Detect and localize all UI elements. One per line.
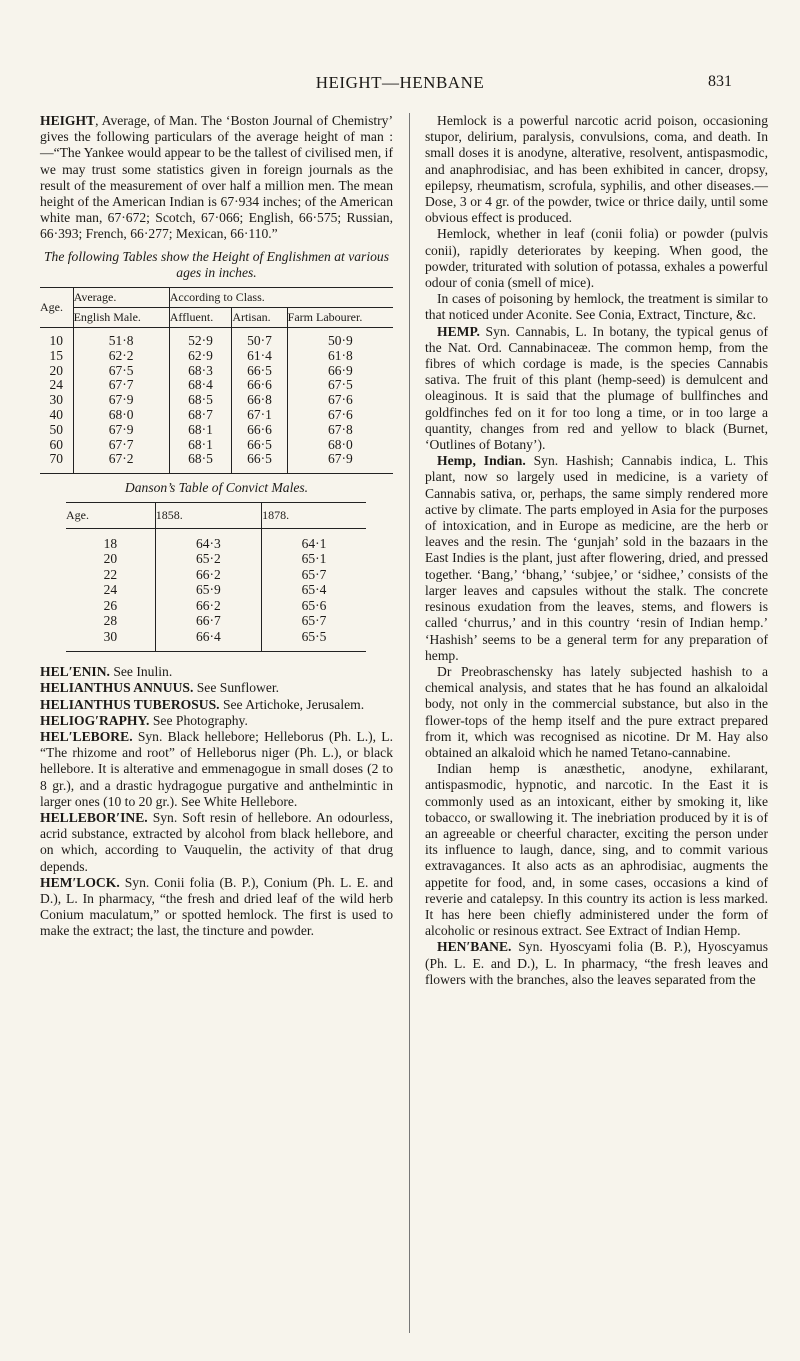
- col-artisan: Artisan.: [232, 308, 287, 328]
- table-cell: 50·7: [232, 328, 287, 349]
- table-cell: 61·8: [287, 349, 393, 364]
- table-cell: 68·5: [169, 393, 232, 408]
- table-cell: 68·1: [169, 423, 232, 438]
- right-column: [425, 113, 768, 988]
- hemlock-paragraph-3: In cases of poisoning by hemlock, the treatment is similar to that noticed under Aconite. See Conia, Extract, Tincture, &c.: [425, 291, 768, 323]
- table-cell: 10: [49, 333, 64, 349]
- headword-height: HEIGHT: [40, 113, 96, 128]
- table-cell: 65·4: [262, 582, 366, 598]
- entry-helianthus-tuberosus: [40, 697, 393, 713]
- entry-helianthus-annuus-text: See Sunflower.: [193, 680, 280, 696]
- table-cell: 65·1: [262, 551, 366, 567]
- table-cell: 15: [49, 347, 64, 363]
- table-cell: 68·5: [169, 452, 232, 473]
- hemp-paragraph-3: Indian hemp is anæsthetic, anodyne, exhilarant, antispasmodic, hypnotic, and narcotic. In the East it is commonly used as an intoxicant, either by smoking it, like tobacco, or swallowing it. The inebriation produced by it is of an agreeable or cheerful character, exciting the person under its influence to laugh, dance, sing, and to commit various extravagances. It also acts as an aphrodisiac, augments the appetite for food, and, in some cases, occasions a kind of reverie and catalepsy. In this country its action is less marked. It has here been chiefly administered under the form of alcoholic or resinous extract. See Extract of Indian Hemp.: [425, 761, 768, 939]
- entry-height-text: , Average, of Man. The ‘Boston Journal of Chemistry’ gives the following particulars of the average height of man :—“The Yankee would appear to be the tallest of civilised men, if we may trust some statistics given in foreign journals as the result of the measurement of over half a million men. The mean height of the American Indian is 67·934 inches; of the American white man, 67·672; Scotch, 67·066; English, 66·575; Russian, 66·393; French, 66·277; Mexican, 66·110.”: [40, 113, 393, 242]
- table-row: [66, 629, 366, 652]
- table-cell: 65·7: [262, 567, 366, 583]
- table-row: [66, 613, 366, 629]
- table-row: [40, 328, 393, 349]
- table-cell: 40: [49, 407, 64, 423]
- entry-henbane: [425, 939, 768, 988]
- table-cell: 30: [66, 629, 155, 652]
- table-cell: 68·1: [169, 438, 232, 453]
- table2-body: [66, 528, 366, 652]
- left-column: [40, 113, 393, 940]
- table-cell: 51·8: [73, 328, 169, 349]
- entry-hemp-text: Syn. Cannabis, L. In botany, the typical genus of the Nat. Ord. Cannabinaceæ. The common hemp, from the fibres of which cordage is made, is the species Cannabis sativa. The fruit of this plant (hemp-seed) is demulcent and oleaginous. It is said that the plumage of bullfinches and goldfinches fed on it for too long a time, or in too large a quantity, changes from red and yellow to black (Burnet, ‘Outlines of Botany’).: [425, 323, 768, 453]
- table-cell: 67·9: [287, 452, 393, 473]
- table-cell: 65·9: [155, 582, 261, 598]
- table-row: [40, 393, 393, 408]
- table-cell: 66·2: [155, 598, 261, 614]
- col-average: Average.: [73, 288, 169, 308]
- entry-helianthus-tuberosus-text: See Artichoke, Jerusalem.: [219, 696, 365, 712]
- table-cell: 68·0: [287, 438, 393, 453]
- col-1878: 1878.: [262, 503, 366, 528]
- hemp-paragraph-2: Dr Preobraschensky has lately subjected hashish to a chemical analysis, and states that he has found an alkaloidal body, not only in the commercial substance, but also in the flower-tops of the hemp itself and the pure extract prepared from it, which was recognised as nicotine. Dr M. Hay also obtained an alkaloid which he named Tetano-cannabine.: [425, 663, 768, 760]
- table-cell: 67·6: [287, 393, 393, 408]
- table-row: [66, 598, 366, 614]
- table-cell: 50·9: [287, 328, 393, 349]
- headword-heliography: HELIOG′RAPHY.: [40, 712, 150, 728]
- table-cell: 50: [49, 421, 64, 437]
- headword-hemp: HEMP.: [437, 323, 480, 339]
- page-number: 831: [708, 73, 732, 90]
- table-cell: 52·9: [169, 328, 232, 349]
- table-cell: 20: [103, 551, 118, 567]
- table-cell: 65·5: [262, 629, 366, 652]
- table-cell: 64·3: [155, 528, 261, 551]
- height-by-class-table: [40, 287, 393, 474]
- table-cell: 24: [49, 377, 64, 393]
- entry-hellebore-text: Syn. Black hellebore; Helleborus (Ph. L.), L. “The rhizome and root” of Helleborus niger (Ph. L.), or black hellebore. It is alterative and emmenagogue in small doses (2 to 8 gr.), and a drastic hydragogue purgative and anthelmintic in larger ones (10 to 20 gr.). See White Hellebore.: [40, 728, 393, 809]
- table-cell: 67·7: [73, 378, 169, 393]
- entry-helleborine-text: Syn. Soft resin of hellebore. An odourless, acrid substance, extracted by alcohol from black hellebore, and on which, according to Vauquelin, the activity of that drug depends.: [40, 809, 393, 874]
- entry-heliography-text: See Photography.: [149, 712, 248, 728]
- table-cell: 30: [49, 392, 64, 408]
- table-cell: 68·7: [169, 408, 232, 423]
- table-cell: 62·2: [73, 349, 169, 364]
- table-cell: 67·6: [287, 408, 393, 423]
- entry-helleborine: [40, 810, 393, 875]
- entry-helianthus-annuus: [40, 680, 393, 696]
- entry-hemlock: [40, 875, 393, 940]
- headword-helianthus-annuus: HELIANTHUS ANNUUS.: [40, 680, 194, 696]
- table-cell: 70: [40, 452, 73, 473]
- col-english-male: English Male.: [73, 308, 169, 328]
- table-cell: 22: [103, 566, 118, 582]
- entry-hemp-indian-text: Syn. Hashish; Cannabis indica, L. This plant, now so largely used in medicine, is a variety of Cannabis sativa, or, perhaps, the same simply rendered more active by climate. The parts employed in Asia for the purposes of intoxication, and in Europe as medicine, are the herb or leaves and the resin. The ‘gunjah’ sold in the bazaars in the East Indies is the plant, just after flowering, dried, and pressed together. ‘Bang,’ ‘bhang,’ ‘subjee,’ or ‘sidhee,’ consists of the larger leaves and capsules without the stalk. The concrete resinous exudation from the leaves, stems, and flowers is called ‘churrus,’ and in this country ‘resin of Indian hemp.’ ‘Hashish’ seems to be a general term for any preparation of hemp.: [425, 453, 768, 663]
- table1-body: [40, 328, 393, 474]
- headword-helenin: HEL′ENIN.: [40, 664, 110, 680]
- table-cell: 61·4: [232, 349, 287, 364]
- table-row: [66, 567, 366, 583]
- table2-caption: Danson’s Table of Convict Males.: [124, 480, 309, 496]
- table-cell: 66·5: [232, 438, 287, 453]
- hemlock-paragraph-2: Hemlock, whether in leaf (conii folia) or powder (pulvis conii), rapidly deteriorates by keeping. When good, the powder, triturated with solution of potassa, exhales a powerful odour of conia (smell of mice).: [425, 226, 768, 291]
- entry-height: [40, 113, 393, 243]
- table-cell: 66·5: [232, 364, 287, 379]
- table-row: [40, 378, 393, 393]
- entry-heliography: [40, 713, 393, 729]
- column-divider: [409, 113, 410, 1333]
- table-cell: 67·7: [73, 438, 169, 453]
- table-cell: 66·8: [232, 393, 287, 408]
- table-cell: 64·1: [262, 528, 366, 551]
- table-cell: 67·9: [73, 423, 169, 438]
- table-cell: 65·7: [262, 613, 366, 629]
- table1-caption: The following Tables show the Height of Englishmen at various ages in inches.: [43, 248, 389, 280]
- table-row: [40, 349, 393, 364]
- table-row: [40, 408, 393, 423]
- headword-hemlock: HEM′LOCK.: [40, 874, 120, 890]
- col-age: Age.: [40, 288, 73, 328]
- table-cell: 62·9: [169, 349, 232, 364]
- table-cell: 68·0: [73, 408, 169, 423]
- table-row: [40, 452, 393, 473]
- table-cell: 28: [103, 613, 118, 629]
- headword-hemp-indian: Hemp, Indian.: [437, 453, 526, 469]
- col-1858: 1858.: [155, 503, 261, 528]
- table-cell: 66·4: [155, 629, 261, 652]
- col-according-to-class: According to Class.: [169, 288, 393, 308]
- table-row: [66, 582, 366, 598]
- table-cell: 18: [103, 535, 118, 551]
- entry-hemp: [425, 324, 768, 454]
- col-affluent: Affluent.: [169, 308, 232, 328]
- hemlock-paragraph-1: Hemlock is a powerful narcotic acrid poison, occasioning stupor, delirium, paralysis, convulsions, coma, and death. In small doses it is anodyne, alterative, resolvent, antispasmodic, and anaphrodisiac, and has been exhibited in cancer, dropsy, epilepsy, rheumatism, scrofula, syphilis, and other diseases.—Dose, 3 or 4 gr. of the powder, twice or thrice daily, until some obvious effect is produced.: [425, 113, 768, 226]
- table-cell: 67·8: [287, 423, 393, 438]
- entry-helenin-text: See Inulin.: [109, 664, 173, 680]
- table-row: [40, 438, 393, 453]
- table-row: [40, 364, 393, 379]
- table-cell: 66·6: [232, 378, 287, 393]
- table-cell: 60: [49, 436, 64, 452]
- table-cell: 67·9: [73, 393, 169, 408]
- table-cell: 66·6: [232, 423, 287, 438]
- table-cell: 68·4: [169, 378, 232, 393]
- table-cell: 66·2: [155, 567, 261, 583]
- table-row: [66, 551, 366, 567]
- entry-henbane-text: Syn. Hyoscyami folia (B. P.), Hyoscyamus (Ph. L. E. and D.), L. In pharmacy, “the fresh leaves and flowers with the branches, also the leaves separated from the: [425, 939, 768, 987]
- headword-henbane: HEN′BANE.: [437, 939, 512, 955]
- table-cell: 66·9: [287, 364, 393, 379]
- entry-helenin: [40, 664, 393, 680]
- running-title: HEIGHT—HENBANE: [315, 73, 485, 92]
- table-cell: 24: [103, 582, 118, 598]
- table-cell: 66·5: [232, 452, 287, 473]
- table-cell: 65·6: [262, 598, 366, 614]
- entry-hemlock-text: Syn. Conii folia (B. P.), Conium (Ph. L. E. and D.), L. In pharmacy, “the fresh and dried leaf of the wild herb Conium maculatum,” or spotted hemlock. The first is used to make the extract; the last, the tincture and powder.: [40, 874, 393, 939]
- table-cell: 67·2: [73, 452, 169, 473]
- headword-helleborine: HELLEBOR′INE.: [40, 809, 148, 825]
- headword-hellebore: HEL′LEBORE.: [40, 728, 133, 744]
- table-cell: 26: [103, 597, 118, 613]
- entry-hemp-indian: [425, 453, 768, 664]
- table-cell: 67·1: [232, 408, 287, 423]
- table-cell: 20: [49, 362, 64, 378]
- table-cell: 65·2: [155, 551, 261, 567]
- table-cell: 67·5: [73, 364, 169, 379]
- table-cell: 68·3: [169, 364, 232, 379]
- col-farm-labourer: Farm Labourer.: [287, 308, 393, 328]
- convict-males-table: [66, 502, 366, 652]
- headword-helianthus-tuberosus: HELIANTHUS TUBEROSUS.: [40, 696, 220, 712]
- table-row: [40, 423, 393, 438]
- col-age: Age.: [66, 508, 89, 523]
- table-cell: 67·5: [287, 378, 393, 393]
- table-row: [66, 528, 366, 551]
- entry-hellebore: [40, 729, 393, 810]
- table-cell: 66·7: [155, 613, 261, 629]
